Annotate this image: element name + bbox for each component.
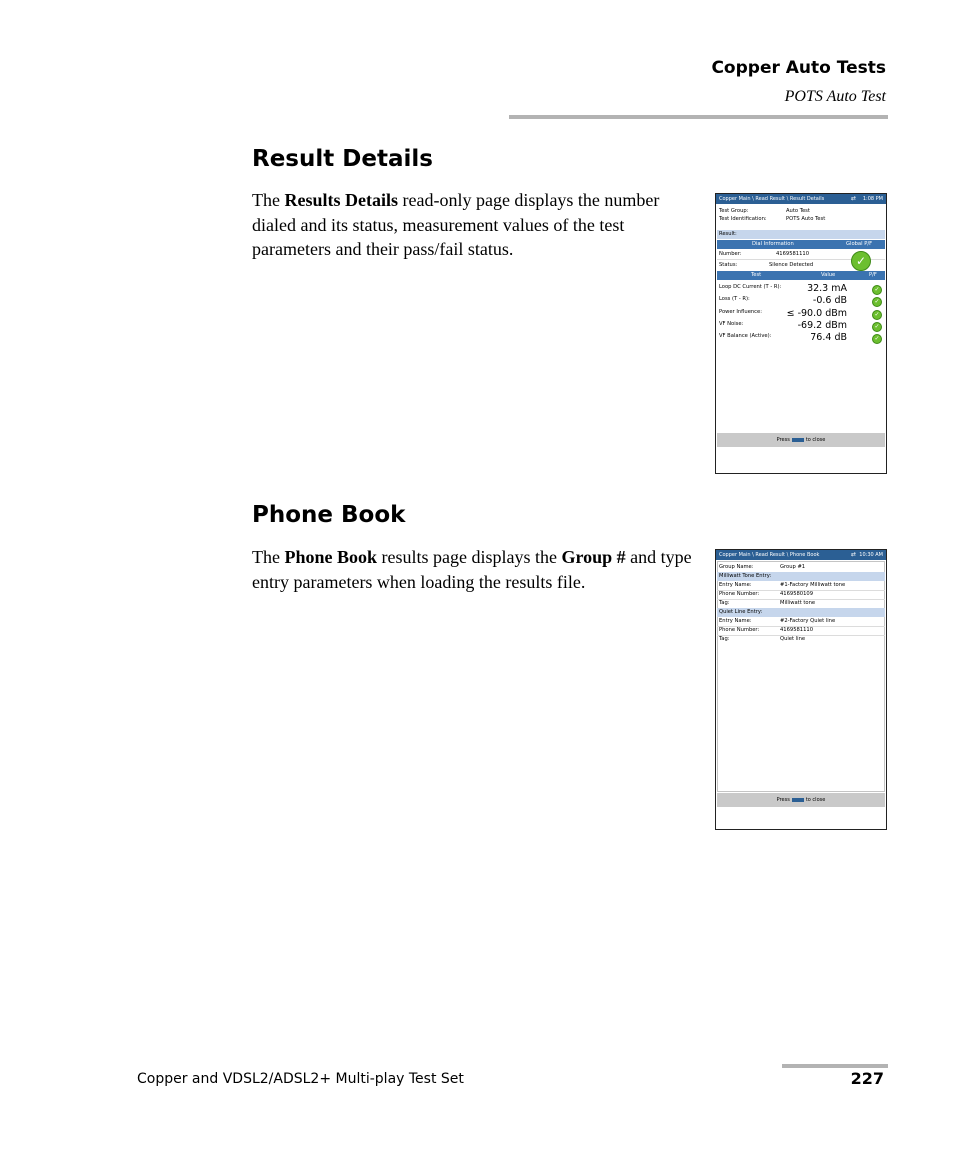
test-group-row: Test Group: Auto Test bbox=[719, 208, 810, 214]
pass-icon: ✓ bbox=[872, 334, 882, 344]
tag-row: Tag: Quiet line bbox=[719, 636, 806, 642]
pass-icon: ✓ bbox=[872, 285, 882, 295]
entry-name-row: Entry Name: #2-Factory Quiet line bbox=[717, 617, 885, 627]
header-rule bbox=[509, 115, 888, 119]
test-row: Power Influence: ≤ -90.0 dBm ✓ bbox=[717, 308, 885, 320]
test-row: Loop DC Current (T - R): 32.3 mA ✓ bbox=[717, 283, 885, 295]
pass-icon: ✓ bbox=[872, 310, 882, 320]
phone-number-row: Phone Number: 4169581110 bbox=[717, 626, 885, 636]
test-row: Loss (T - R): -0.6 dB ✓ bbox=[717, 295, 885, 307]
clock: 1:08 PM bbox=[862, 196, 883, 202]
status-row: Status: Silence Detected bbox=[719, 262, 814, 268]
back-key-icon bbox=[792, 798, 804, 802]
footer-title: Copper and VDSL2/ADSL2+ Multi-play Test Set bbox=[137, 1071, 464, 1087]
result-details-paragraph: The Results Details read-only page displays the number dialed and its status, measurement values of the test parameters and their pass/fail status. bbox=[252, 190, 660, 259]
milliwatt-entry-header: Milliwatt Tone Entry: bbox=[717, 572, 885, 581]
breadcrumb: Copper Main \ Read Result \ Phone Book bbox=[719, 552, 820, 558]
connection-icon: ⇄ bbox=[850, 195, 856, 202]
group-name-row: Group Name: Group #1 bbox=[717, 563, 885, 573]
phone-book-heading: Phone Book bbox=[252, 502, 406, 528]
dial-info-header: Dial Information Global P/F bbox=[717, 240, 885, 249]
test-row: VF Noise: -69.2 dBm ✓ bbox=[717, 320, 885, 332]
phone-book-screenshot bbox=[715, 549, 887, 830]
quiet-line-entry-header: Quiet Line Entry: bbox=[717, 608, 885, 617]
back-key-icon bbox=[792, 438, 804, 442]
result-details-heading: Result Details bbox=[252, 146, 433, 172]
screen-title-bar bbox=[716, 550, 886, 560]
pass-icon: ✓ bbox=[872, 297, 882, 307]
number-row: Number: 4169581110 bbox=[717, 250, 885, 260]
page-number: 227 bbox=[850, 1069, 884, 1088]
close-hint-bar[interactable]: Press to close bbox=[717, 433, 885, 447]
screen-title-bar bbox=[716, 194, 886, 204]
test-table-header: Test Value P/F bbox=[717, 271, 885, 280]
test-identification-row: Test Identification: POTS Auto Test bbox=[719, 216, 826, 222]
global-pass-icon: ✓ bbox=[851, 251, 871, 271]
running-header-chapter: Copper Auto Tests bbox=[711, 58, 886, 78]
result-section-header: Result: bbox=[717, 230, 885, 239]
test-row: VF Balance (Active): 76.4 dB ✓ bbox=[717, 332, 885, 344]
phone-number-row: Phone Number: 4169580109 bbox=[717, 590, 885, 600]
connection-icon: ⇄ bbox=[850, 551, 856, 558]
result-details-screenshot bbox=[715, 193, 887, 474]
clock: 10:30 AM bbox=[859, 552, 883, 558]
phone-book-paragraph: The Phone Book results page displays the Group # and type entry parameters when loading the results file. bbox=[252, 547, 692, 592]
running-header-section: POTS Auto Test bbox=[784, 88, 886, 105]
breadcrumb: Copper Main \ Read Result \ Result Details bbox=[719, 196, 825, 202]
pass-icon: ✓ bbox=[872, 322, 882, 332]
footer-rule bbox=[782, 1064, 888, 1068]
tag-row: Tag: Milliwatt tone bbox=[717, 599, 885, 609]
close-hint-bar[interactable]: Press to close bbox=[717, 793, 885, 807]
entry-name-row: Entry Name: #1-Factory Milliwatt tone bbox=[717, 581, 885, 591]
